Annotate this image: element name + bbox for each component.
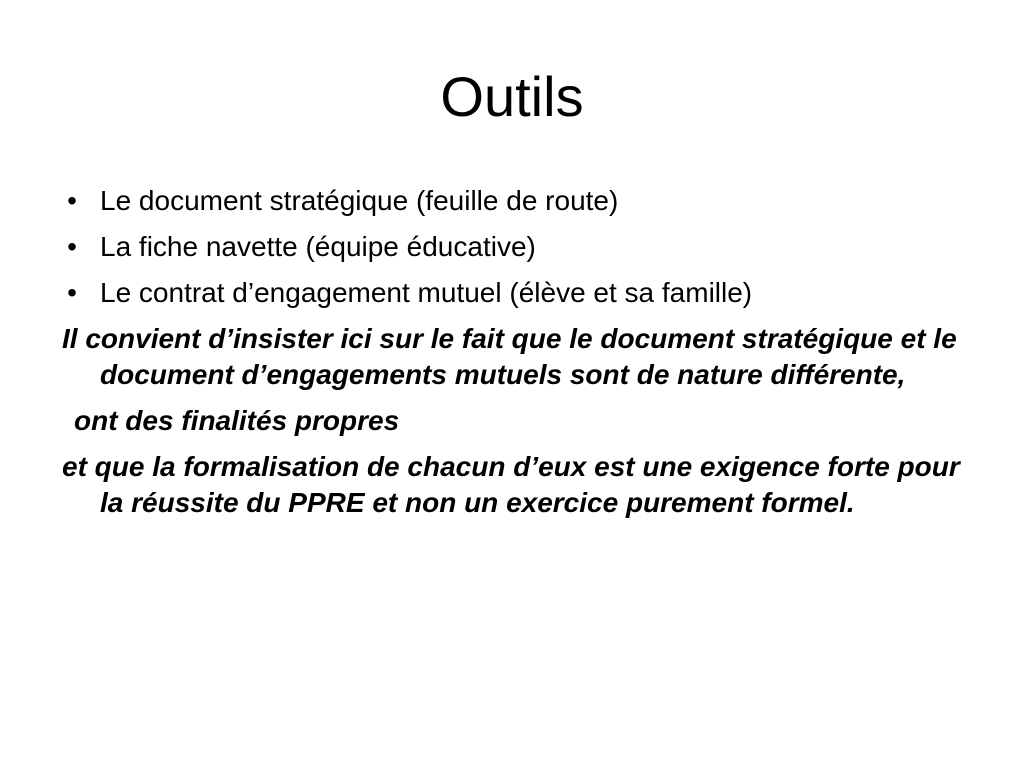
- bullet-item-contrat-engagement: [62, 275, 972, 311]
- bullet-text: Le document stratégique (feuille de route): [100, 185, 619, 216]
- bullet-icon: •: [67, 277, 77, 308]
- bullet-item-document-strategique: [62, 183, 972, 219]
- emphasis-paragraph-2: ont des finalités propres: [74, 405, 400, 436]
- emphasis-paragraph-1: Il convient d’insister ici sur le fait que le document stratégique et le document d’engagements mutuels sont de nature différente,: [62, 323, 957, 390]
- bullet-icon: •: [67, 231, 77, 262]
- bullet-icon: •: [67, 185, 77, 216]
- bullet-list: [62, 183, 972, 311]
- slide-body: [62, 183, 972, 531]
- slide-title: Outils: [440, 65, 584, 128]
- bullet-text: La fiche navette (équipe éducative): [100, 231, 536, 262]
- emphasis-paragraph-3: et que la formalisation de chacun d’eux est une exigence forte pour la réussite du PPRE et non un exercice purement formel.: [62, 451, 960, 518]
- bullet-item-fiche-navette: [62, 229, 972, 265]
- bullet-text: Le contrat d’engagement mutuel (élève et sa famille): [100, 277, 753, 308]
